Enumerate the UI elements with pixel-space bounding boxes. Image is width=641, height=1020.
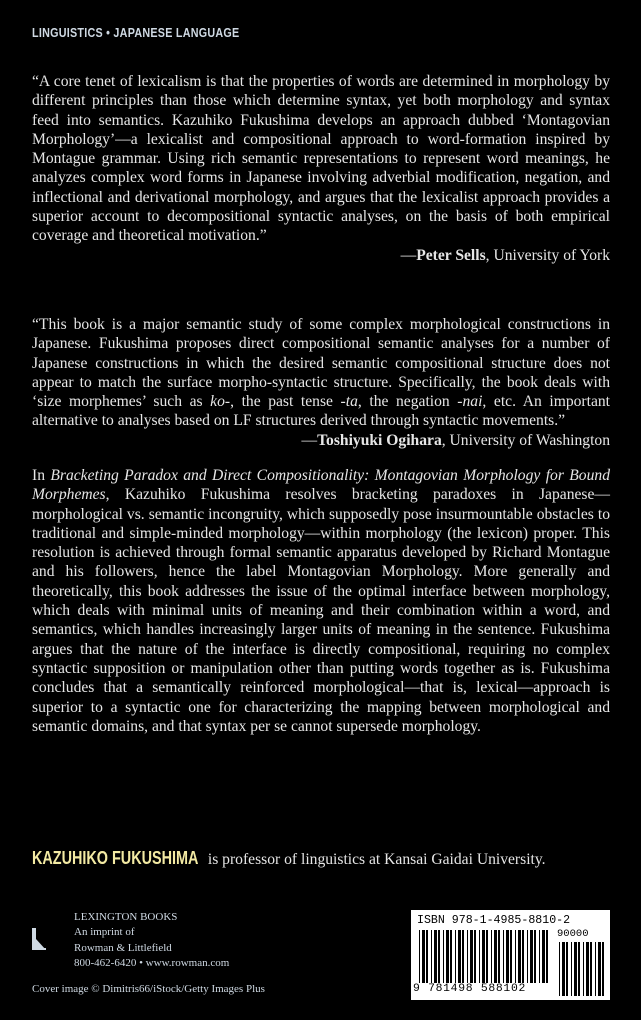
endorsement-quote-1 (32, 72, 610, 265)
publisher-imprint: An imprint of (74, 926, 135, 939)
quote-2-affiliation: , University of Washington (441, 431, 610, 449)
publisher-name: LEXINGTON BOOKS (74, 911, 178, 923)
quote-2-name: Toshiyuki Ogihara (317, 431, 442, 449)
price-code: 90000 (557, 928, 589, 940)
book-description: In Bracketing Paradox and Direct Compositionality: Montagovian Morphology for Bound Morphemes, Kazuhiko Fukushima resolves bracketing paradoxes in Japanese—morphological vs. semantic incongruity, which supposedly pose insurmountable obstacles to traditional and simple-minded morphology—within morphology (the lexicon) proper. This resolution is achieved through formal semantic apparatus developed by Richard Montague and his followers, hence the label Montagovian Morphology. More generally and theoretically, this book addresses the issue of the optimal interface between morphology, which deals with minimal units of meaning and their combination within a word, and semantics, which handles increasingly larger units of meaning in the sentence. Fukushima argues that the nature of the interface is directly compositional, requiring no complex syntactic supposition or manipulation other than putting words together as is. Fukushima concludes that a semantically reinforced morphological—that is, lexical—approach is superior to a syntactic one for characterizing the mapping between morphological and semantic domains, and that syntax per se cannot supersede morphology. (32, 467, 610, 735)
quote-1-attribution: —Peter Sells, University of York (400, 246, 610, 264)
cover-credit: Cover image © Dimitris66/iStock/Getty Images Plus (32, 983, 265, 995)
category-label: LINGUISTICS • JAPANESE LANGUAGE (32, 26, 240, 40)
author-name: KAZUHIKO FUKUSHIMA (32, 848, 199, 868)
endorsement-quote-2: “This book is a major semantic study of some complex morphological constructions in Japanese. Fukushima proposes direct compositional semantic analyses for a number of Japanese constructions in which the desired semantic compositional structure does not appear to match the surface morpho-syntactic structure. Specifically, the book deals with ‘size morphemes’ such as ko-, the past tense -ta, the negation -nai, etc. An important alternative to analyses based on LF structures derived through syntactic movements.” —Toshiyuki Ogihara, University of Washington (32, 316, 610, 449)
barcode (411, 910, 610, 1000)
term-ko: ko- (210, 393, 231, 411)
quote-1-text: “A core tenet of lexicalism is that the properties of words are determined in morphology by different principles than those which determine syntax, yet both morphology and syntax feed into semantics. Kazuhiko Fukushima develops an approach dubbed ‘Montagovian Morphology’—a lexicalist and compositional approach to word-formation inspired by Montague grammar. Using rich semantic representations to represent word meanings, he analyzes complex word forms in Japanese involving adverbial modification, negation, and inflectional and derivational morphology, and argues that the lexicalist approach provides a superior account to decompositional syntactic analyses, on the basis of both empirical coverage and theoretical motivation.” (32, 73, 610, 245)
term-ta: -ta (340, 393, 358, 411)
publisher-parent: Rowman & Littlefield (74, 941, 172, 954)
author-bio-text: is professor of linguistics at Kansai Gaidai University. (203, 851, 546, 868)
barcode-digits: 9 781498 588102 (413, 983, 527, 995)
author-bio (32, 848, 546, 869)
publisher-text (74, 910, 229, 971)
publisher-block (32, 910, 312, 972)
book-title: Bracketing Paradox and Direct Compositionality: Montagovian Morphology for Bound Morphemes (32, 467, 610, 504)
isbn-text: ISBN 978-1-4985-8810-2 (417, 914, 571, 927)
quote-2-attribution: —Toshiyuki Ogihara, University of Washington (301, 431, 610, 449)
term-nai: -nai (457, 393, 483, 411)
quote-1-affiliation: , University of York (485, 246, 610, 264)
publisher-logo-icon (32, 928, 46, 950)
quote-1-name: Peter Sells (416, 246, 486, 264)
publisher-contact: 800-462-6420 • www.rowman.com (74, 956, 230, 969)
